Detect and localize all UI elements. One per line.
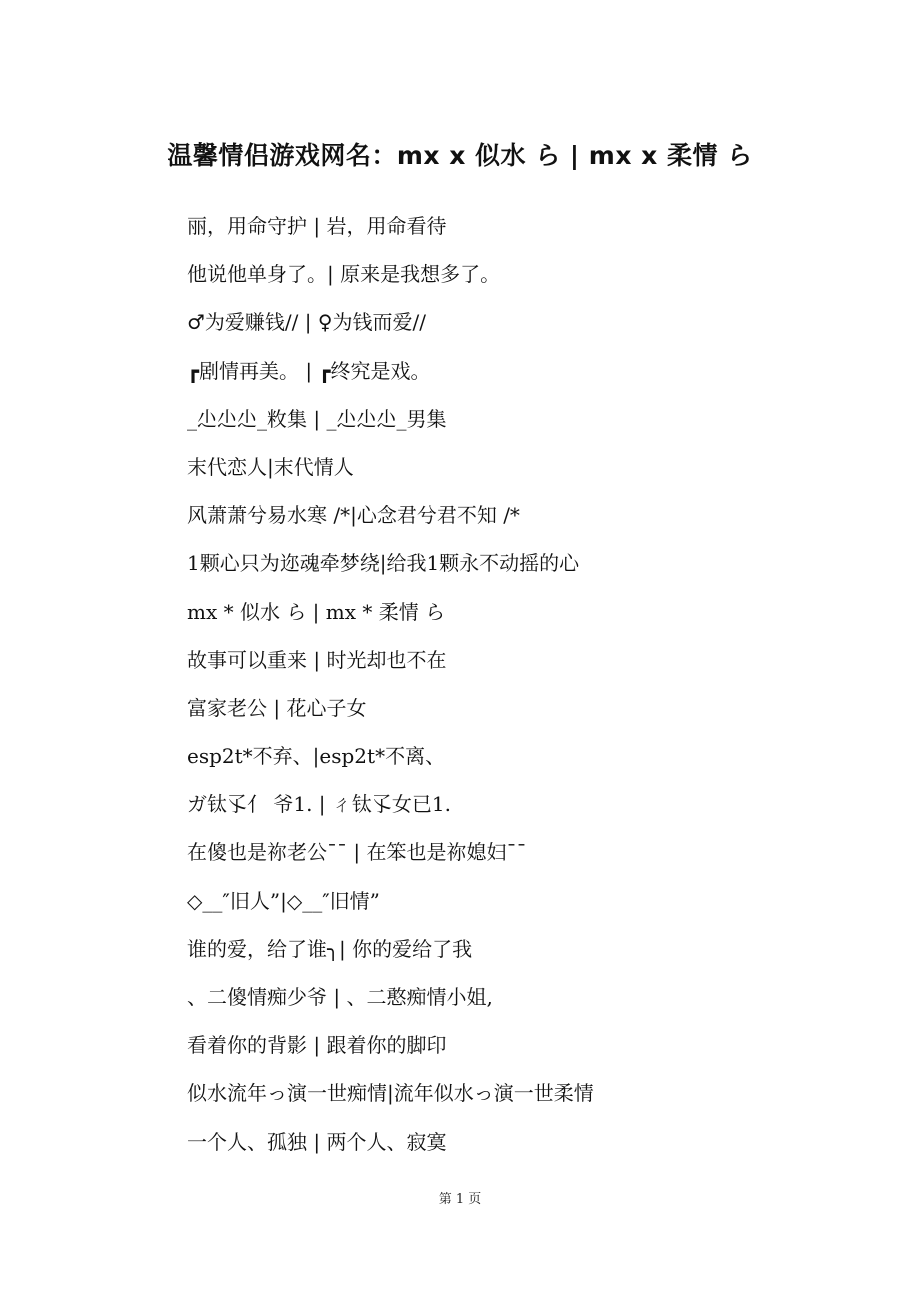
nickname-line: 丽，用命守护 | 岩，用命看待 bbox=[187, 214, 447, 238]
nickname-line: 末代恋人|末代情人 bbox=[187, 454, 354, 479]
nickname-list bbox=[187, 202, 887, 1166]
nickname-line: 、二傻情痴少爷 | 、二憨痴情小姐, bbox=[187, 985, 493, 1009]
nickname-line: ガ钛孓亻 爷1. | ㄔ钛孓女已1. bbox=[187, 792, 451, 817]
nickname-line: 1颗心只为迩魂牵梦绕|给我1颗永不动摇的心 bbox=[187, 551, 580, 576]
nickname-line: esp2t*不弃、|esp2t*不离、 bbox=[187, 744, 446, 769]
nickname-line: 谁的爱，给了谁╮| 你的爱给了我 bbox=[187, 936, 473, 961]
nickname-line: ◇__″旧人”|◇__″旧情” bbox=[187, 888, 380, 913]
nickname-line: 他说他单身了。| 原来是我想多了。 bbox=[187, 262, 501, 287]
nickname-line: 故事可以重来 | 时光却也不在 bbox=[187, 647, 447, 672]
nickname-line: ♂为爱赚钱// | ♀为钱而爱// bbox=[187, 310, 426, 335]
page-number: 第 1 页 bbox=[438, 1192, 482, 1207]
nickname-line: 一个人、孤独 | 两个人、寂寞 bbox=[187, 1129, 447, 1154]
document-title: 温馨情侣游戏网名：mx x 似水 ら | mx x 柔情 ら bbox=[167, 141, 753, 170]
nickname-line: 风萧萧兮易水寒 /*|心念君兮君不知 /* bbox=[187, 503, 520, 528]
nickname-line: 似水流年っ演一世痴情|流年似水っ演一世柔情 bbox=[187, 1081, 594, 1106]
nickname-line: 在傻也是祢老公ˉˉ | 在笨也是祢媳妇ˉˉ bbox=[187, 840, 527, 865]
nickname-line: ┏剧情再美。 | ┏终究是戏。 bbox=[187, 358, 431, 383]
nickname-line: _尐尐尐_敉集 | _尐尐尐_男集 bbox=[187, 406, 447, 431]
nickname-line: 看着你的背影 | 跟着你的脚印 bbox=[187, 1033, 447, 1058]
nickname-line: mx * 似水 ら | mx * 柔情 ら bbox=[187, 599, 446, 624]
nickname-line: 富家老公 | 花心子女 bbox=[187, 695, 367, 720]
